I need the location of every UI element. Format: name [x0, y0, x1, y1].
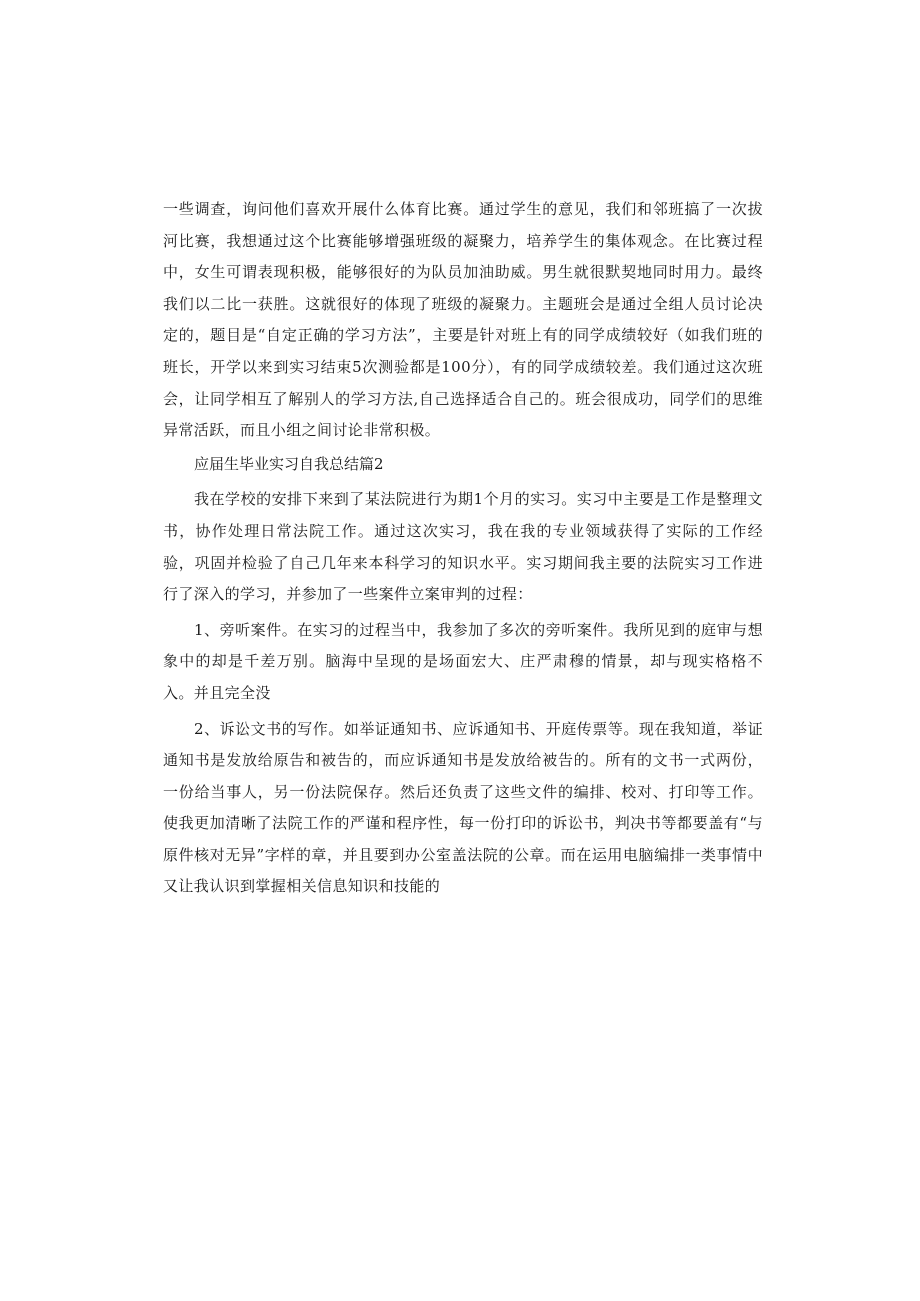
list-item-1: 1、旁听案件。在实习的过程当中，我参加了多次的旁听案件。我所见到的庭审与想象中的却是千差万别。脑海中呈现的是场面宏大、庄严肃穆的情景，却与现实格格不入。并且完全没: [163, 620, 763, 702]
section-title: 应届生毕业实习自我总结篇2: [194, 454, 384, 473]
document-body: [163, 194, 763, 903]
list-item-2: 2、诉讼文书的写作。如举证通知书、应诉通知书、开庭传票等。现在我知道，举证通知书是发放给原告和被告的，而应诉通知书是发放给被告的。所有的文书一式两份，一份给当事人，另一份法院保存。然后还负责了这些文件的编排、校对、打印等工作。使我更加清晰了法院工作的严谨和程序性，每一份打印的诉讼书，判决书等都要盖有“与原件核对无异”字样的章，并且要到办公室盖法院的公章。而在运用电脑编排一类事情中又让我认识到掌握相关信息知识和技能的: [163, 719, 763, 896]
intro-paragraph: 我在学校的安排下来到了某法院进行为期1个月的实习。实习中主要是工作是整理文书，协作处理日常法院工作。通过这次实习，我在我的专业领域获得了实际的工作经验，巩固并检验了自己几年来本科学习的知识水平。实习期间我主要的法院实习工作进行了深入的学习，并参加了一些案件立案审判的过程：: [163, 490, 763, 604]
paragraph-continued: 一些调查，询问他们喜欢开展什么体育比赛。通过学生的意见，我们和邻班搞了一次拔河比赛，我想通过这个比赛能够增强班级的凝聚力，培养学生的集体观念。在比赛过程中，女生可谓表现积极，能够很好的为队员加油助威。男生就很默契地同时用力。最终我们以二比一获胜。这就很好的体现了班级的凝聚力。主题班会是通过全组人员讨论决定的，题目是“自定正确的学习方法”，主要是针对班上有的同学成绩较好（如我们班的班长，开学以来到实习结束5次测验都是100分），有的同学成绩较差。我们通过这次班会，让同学相互了解别人的学习方法,自己选择适合自己的。班会很成功，同学们的思维异常活跃，而且小组之间讨论非常积极。: [163, 200, 763, 440]
